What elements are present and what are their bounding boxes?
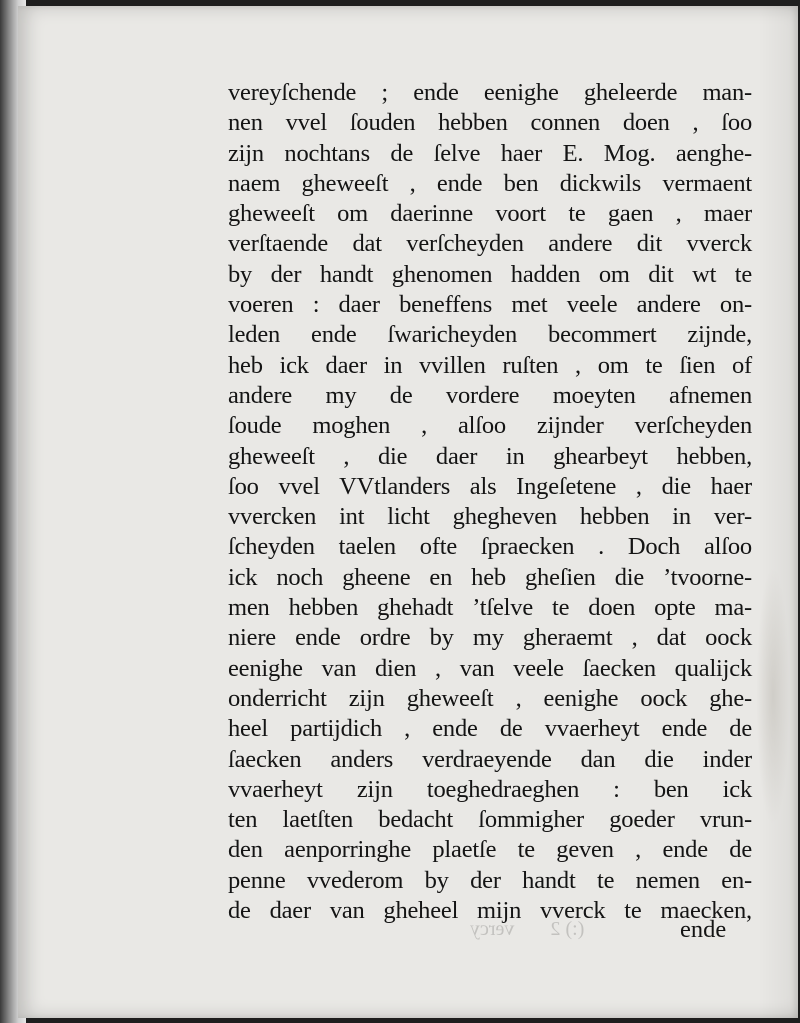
text-line: heb ick daer in vvillen ruſten , om te ſien of (228, 351, 752, 379)
text-line: heel partijdich , ende de vvaerheyt ende de (228, 715, 752, 743)
text-line: den aenporringhe plaetſe te geven , ende de (228, 836, 752, 864)
text-line: andere my de vordere moeyten afnemen (228, 381, 752, 409)
text-line: leden ende ſwaricheyden becommert zijnde, (228, 321, 752, 349)
body-text (228, 78, 752, 926)
text-line: ten laetſten bedacht ſommigher goeder vrun- (228, 806, 752, 834)
text-line: de daer van gheheel mijn vverck te maecken, (228, 897, 752, 925)
text-line: ſaecken anders verdraeyende dan die inder (228, 745, 752, 773)
text-line: men hebben ghehadt ’tſelve te doen opte ma- (228, 594, 752, 622)
text-line: ick noch gheene en heb gheſien die ’tvoorne- (228, 563, 752, 591)
text-line: verſtaende dat verſcheyden andere dit vverck (228, 230, 752, 258)
paper-stain (756, 566, 790, 826)
bleed-through-catchword: vercy (470, 918, 515, 940)
bleed-through-signature: (:) 2 (550, 918, 585, 940)
page-shadow (758, 6, 798, 1018)
text-line: vvaerheyt zijn toeghedraeghen : ben ick (228, 775, 752, 803)
text-line: penne vvederom by der handt te nemen en- (228, 866, 752, 894)
text-line: ſcheyden taelen ofte ſpraecken . Doch alſoo (228, 533, 752, 561)
text-line: nen vvel ſouden hebben connen doen , ſoo (228, 109, 752, 137)
text-line: onderricht zijn gheweeſt , eenighe oock ghe- (228, 684, 752, 712)
text-line: vvercken int licht ghegheven hebben in ver- (228, 503, 752, 531)
text-line: niere ende ordre by my gheraemt , dat oock (228, 624, 752, 652)
text-line: gheweeſt om daerinne voort te gaen , maer (228, 200, 752, 228)
text-line: zijn nochtans de ſelve haer E. Mog. aenghe- (228, 139, 752, 167)
text-line: by der handt ghenomen hadden om dit wt te (228, 260, 752, 288)
text-line: naem gheweeſt , ende ben dickwils vermaent (228, 169, 752, 197)
text-line: ſoo vvel VVtlanders als Ingeſetene , die haer (228, 472, 752, 500)
text-line: ſoude moghen , alſoo zijnder verſcheyden (228, 412, 752, 440)
text-line: vereyſchende ; ende eenighe gheleerde man- (228, 79, 752, 106)
catchword: ende (680, 916, 727, 943)
text-line: voeren : daer beneffens met veele andere on- (228, 291, 752, 319)
text-line: gheweeſt , die daer in ghearbeyt hebben, (228, 442, 752, 470)
text-line: eenighe van dien , van veele ſaecken qualijck (228, 654, 752, 682)
